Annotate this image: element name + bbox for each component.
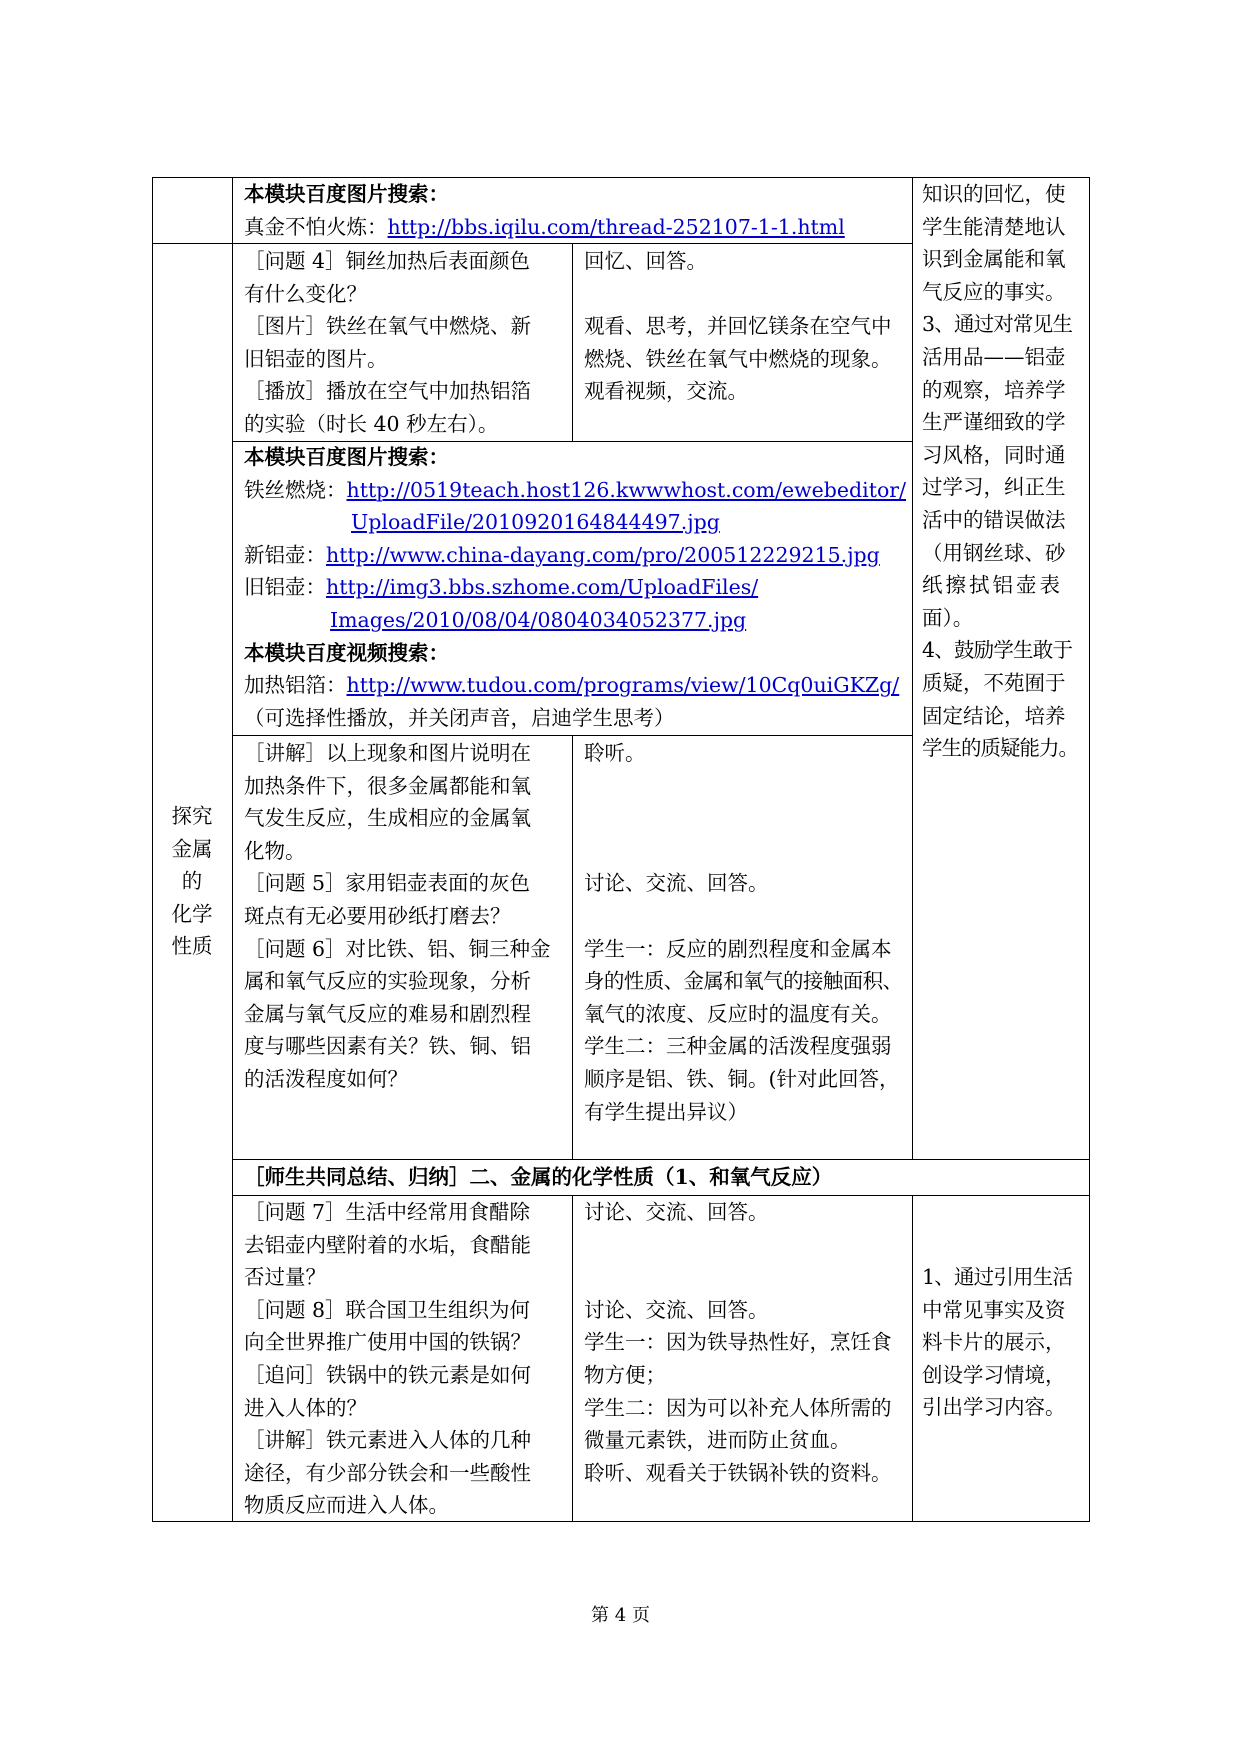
top-block-item-link[interactable]: http://bbs.iqilu.com/thread-252107-1-1.html	[387, 215, 845, 239]
student-line	[584, 770, 902, 803]
resource-heat-foil-link[interactable]: http://www.tudou.com/programs/view/10Cq0uiGKZg/	[346, 673, 900, 698]
teacher-line: 物质反应而进入人体。	[244, 1493, 449, 1518]
resource-iron	[244, 474, 906, 507]
teacher-line: ［问题 8］联合国卫生组织为何	[244, 1297, 531, 1322]
resources-note: （可选择性播放，并关闭声音，启迪学生思考）	[244, 705, 675, 730]
teacher-line: 金属与氧气反应的难易和剧烈程	[244, 1001, 531, 1026]
resource-old-pot	[244, 571, 906, 604]
teacher-line: ［问题 6］对比铁、铝、铜三种金	[244, 936, 551, 961]
student-line: 学生二：因为可以补充人体所需的	[584, 1395, 892, 1420]
section-label-line: 探究	[171, 804, 213, 828]
intent-line: 创设学习情境，	[922, 1362, 1066, 1387]
teacher-line: 途径，有少部分铁会和一些酸性	[244, 1460, 531, 1485]
col-divider	[232, 177, 233, 1522]
student-line: 学生一：反应的剧烈程度和金属本	[584, 936, 892, 961]
student-line: 有学生提出异议）	[584, 1099, 748, 1124]
resource-iron-label: 铁丝燃烧：	[244, 477, 347, 502]
intent-line: 面）。	[922, 605, 974, 630]
teacher-line: 气发生反应，生成相应的金属氧	[244, 806, 531, 831]
student-line: 观看、思考，并回忆镁条在空气中	[584, 314, 892, 339]
teacher-line: ［播放］播放在空气中加热铝箔	[244, 379, 531, 404]
teacher-line: 有什么变化？	[244, 281, 367, 306]
teacher-line: ［追问］铁锅中的铁元素是如何	[244, 1362, 531, 1387]
intent-column-top	[922, 178, 1078, 765]
teacher-line: 的活泼程度如何？	[244, 1066, 408, 1091]
student-line: 观看视频，交流。	[584, 379, 748, 404]
resources-video-title: 本模块百度视频搜索：	[244, 640, 449, 665]
section-label-line: 化学	[171, 901, 213, 926]
row-divider	[232, 1159, 1090, 1160]
student-line: 讨论、交流、回答。	[584, 1297, 769, 1322]
teacher-line: 否过量？	[244, 1265, 326, 1290]
section-b-teacher	[244, 737, 551, 1096]
student-line: 讨论、交流、回答。	[584, 1200, 769, 1224]
intent-line: 习风格，同时通	[922, 442, 1066, 467]
student-line	[584, 835, 902, 868]
student-line	[584, 900, 902, 933]
top-block-item	[244, 211, 845, 244]
intent-line: 料卡片的展示，	[922, 1330, 1066, 1355]
teacher-line: 进入人体的？	[244, 1395, 367, 1420]
intent-line: 气反应的事实。	[922, 279, 1066, 304]
teacher-line: ［讲解］以上现象和图片说明在	[244, 741, 531, 765]
intent-line: 活中的错误做法	[922, 507, 1066, 532]
teacher-line: 旧铝壶的图片。	[244, 346, 388, 371]
intent-line: 中常见事实及资	[922, 1297, 1066, 1322]
resource-old-pot-cont	[244, 604, 906, 637]
summary-row: ［师生共同总结、归纳］二、金属的化学性质（1、和氧气反应）	[244, 1165, 833, 1189]
student-line: 燃烧、铁丝在氧气中燃烧的现象。	[584, 346, 892, 371]
intent-line: 活用品——铝壶	[922, 344, 1066, 369]
section-c-student	[584, 1196, 892, 1489]
student-line: 物方便；	[584, 1362, 666, 1387]
top-block-item-label: 真金不怕火炼：	[244, 215, 388, 239]
intent-line: 学生的质疑能力。	[922, 736, 1078, 761]
resource-new-pot	[244, 539, 906, 572]
student-line: 身的性质、金属和氧气的接触面积、	[584, 969, 903, 994]
student-line	[584, 1261, 892, 1294]
resources-block	[244, 441, 906, 734]
student-line: 聆听。	[584, 741, 646, 765]
section-a-teacher	[244, 245, 531, 441]
teacher-line: 加热条件下，很多金属都能和氧	[244, 773, 531, 798]
teacher-line: 斑点有无必要用砂纸打磨去？	[244, 903, 511, 928]
student-line	[584, 802, 902, 835]
teacher-line: 向全世界推广使用中国的铁锅？	[244, 1330, 531, 1355]
resources-image-title: 本模块百度图片搜索：	[244, 445, 449, 469]
section-a-student	[584, 245, 892, 408]
section-label	[152, 800, 232, 963]
student-line: 微量元素铁，进而防止贫血。	[584, 1428, 851, 1453]
student-line	[584, 1229, 892, 1262]
teacher-line: 度与哪些因素有关？铁、铜、铝	[244, 1034, 531, 1059]
student-line	[584, 278, 892, 311]
intent-line: 4、鼓励学生敢于	[922, 638, 1073, 663]
resource-iron-cont	[244, 506, 906, 539]
section-c-teacher	[244, 1196, 531, 1522]
student-line: 讨论、交流、回答。	[584, 871, 769, 896]
teacher-line: ［问题 4］铜丝加热后表面颜色	[244, 249, 531, 273]
page-number: 第 4 页	[591, 1605, 650, 1626]
resource-old-pot-link[interactable]: http://img3.bbs.szhome.com/UploadFiles/	[326, 575, 759, 600]
resource-new-pot-label: 新铝壶：	[244, 542, 326, 567]
section-label-line: 的	[181, 869, 203, 894]
intent-line: 识到金属能和氧	[922, 247, 1066, 272]
teacher-line: 属和氧气反应的实验现象，分析	[244, 969, 531, 994]
section-b-student	[584, 737, 902, 1128]
student-line: 学生一：因为铁导热性好，烹饪食	[584, 1330, 892, 1355]
intent-line: 3、通过对常见生	[922, 312, 1073, 337]
intent-line: 知识的回忆，使	[922, 182, 1066, 206]
student-line: 聆听、观看关于铁锅补铁的资料。	[584, 1460, 892, 1485]
teacher-line: ［问题 7］生活中经常用食醋除	[244, 1200, 531, 1224]
intent-line: 1、通过引用生活	[922, 1265, 1073, 1289]
top-block-title: 本模块百度图片搜索：	[244, 182, 449, 206]
teacher-line: ［问题 5］家用铝壶表面的灰色	[244, 871, 531, 896]
intent-line: 过学习，纠正生	[922, 475, 1066, 500]
resource-old-pot-label: 旧铝壶：	[244, 575, 326, 600]
col-divider	[572, 243, 573, 442]
intent-line: 质疑，不苑囿于	[922, 670, 1066, 695]
resource-heat-foil	[244, 669, 906, 702]
intent-line: 纸擦拭铝壶表	[922, 573, 1063, 598]
table-right-border	[1089, 177, 1090, 1522]
teacher-line: ［图片］铁丝在氧气中燃烧、新	[244, 314, 531, 339]
teacher-line: ［讲解］铁元素进入人体的几种	[244, 1428, 531, 1453]
student-line: 回忆、回答。	[584, 249, 707, 273]
teacher-line: 的实验（时长 40 秒左右）。	[244, 411, 499, 436]
teacher-line: 化物。	[244, 838, 306, 863]
student-line: 学生二：三种金属的活泼程度强弱	[584, 1034, 892, 1059]
teacher-line: 去铝壶内壁附着的水垢，食醋能	[244, 1232, 531, 1257]
section-label-line: 性质	[171, 934, 213, 959]
section-c-intent	[922, 1261, 1072, 1424]
resource-new-pot-link[interactable]: http://www.china-dayang.com/pro/200512229215.jpg	[326, 542, 880, 567]
resource-iron-link-cont[interactable]: UploadFile/2010920164844497.jpg	[351, 510, 720, 535]
resource-old-pot-link-cont[interactable]: Images/2010/08/04/0804034052377.jpg	[330, 607, 747, 632]
resource-heat-foil-label: 加热铝箔：	[244, 673, 347, 698]
intent-line: 学生能清楚地认	[922, 214, 1066, 239]
intent-line: 的观察，培养学	[922, 377, 1066, 402]
intent-line: 引出学习内容。	[922, 1395, 1066, 1420]
student-line: 氧气的浓度、反应时的温度有关。	[584, 1001, 892, 1026]
resource-iron-link[interactable]: http://0519teach.host126.kwwwhost.com/ewebeditor/	[346, 477, 907, 502]
col-divider	[572, 1195, 573, 1522]
col-divider	[912, 177, 913, 1160]
intent-line: （用钢丝球、砂	[922, 540, 1066, 565]
section-label-line: 金属	[171, 836, 213, 861]
intent-line: 固定结论，培养	[922, 703, 1066, 728]
col-divider	[912, 1195, 913, 1522]
col-divider	[572, 735, 573, 1160]
student-line: 顺序是铝、铁、铜。(针对此回答，	[584, 1066, 900, 1091]
intent-line: 生严谨细致的学	[922, 410, 1066, 435]
